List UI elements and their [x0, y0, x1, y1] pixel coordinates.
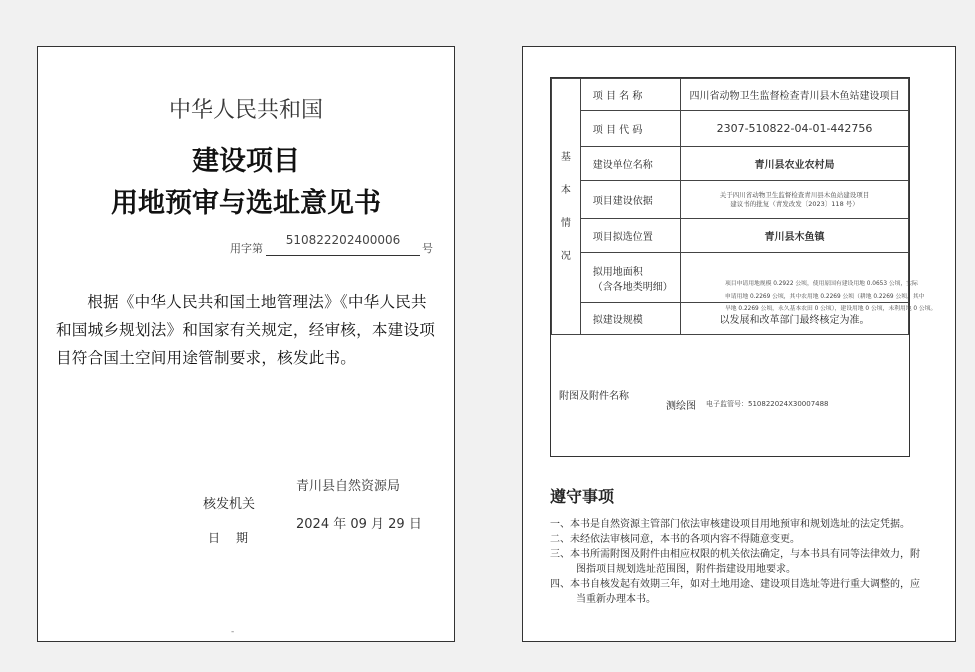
- builder-label: 建设单位名称: [580, 147, 680, 181]
- basic-info-box: [550, 77, 937, 457]
- scale-value: 以发展和改革部门最终核定为准。: [681, 303, 909, 335]
- scale-label: 拟建设规模: [580, 303, 680, 335]
- area-label: 拟用地面积 （含各地类明细）: [580, 253, 680, 303]
- project-name-label: 项 目 名 称: [580, 79, 680, 111]
- project-name-value: 四川省动物卫生监督检查青川县木鱼站建设项目: [681, 79, 909, 111]
- issue-date-label: 日 期: [208, 531, 251, 545]
- attachments-supervision-code: 电子监管号：510822024X30007488: [706, 400, 829, 408]
- location-label: 项目拟选位置: [580, 219, 680, 253]
- issuer-value: 青川县自然资源局: [296, 479, 401, 494]
- document-title-line1: 建设项目: [192, 146, 300, 177]
- document-title-line2: 用地预审与选址意见书: [111, 188, 381, 219]
- number-suffix: 号: [422, 242, 433, 255]
- note-item: 三、本书所需附图及附件由相应权限的机关依法确定，与本书具有同等法律效力，附图指项目规划选址范围图，附件指建设用地要求。: [550, 549, 920, 575]
- note-item: 二、未经依法审核同意，本书的各项内容不得随意变更。: [550, 534, 800, 545]
- basis-label: 项目建设依据: [580, 181, 680, 219]
- notes-list: [550, 517, 920, 607]
- number-underline: [266, 255, 420, 256]
- number-prefix: 用字第: [230, 242, 263, 255]
- certificate-cover-page: [37, 46, 455, 642]
- builder-value: 青川县农业农村局: [681, 147, 909, 181]
- project-code-value: 2307-510822-04-01-442756: [681, 111, 909, 147]
- issue-date-value: 2024 年 09 月 29 日: [296, 517, 422, 532]
- approval-statement: 根据《中华人民共和国土地管理法》《中华人民共和国城乡规划法》和国家有关规定，经审核，本建设项目符合国土空间用途管制要求，核发此书。: [56, 293, 436, 367]
- attachments-value: 测绘图: [666, 401, 696, 412]
- area-value-text: 项目申请用地规模 0.2922 公顷，使用原国有建设用地 0.0653 公顷，实际 申请用地 0.2269 公顷，其中农用地 0.2269 公顷（耕地 0.2269 公顷，其中 旱地 0.2269 公顷，永久基本农田 0 公顷），建设用地 0 公顷，未利用地 0 公顷。: [725, 281, 937, 312]
- attachments-label: 附图及附件名称: [559, 391, 629, 402]
- note-item: 四、本书自核发起有效期三年，如对土地用途、建设项目选址等进行重大调整的，应当重新办理本书。: [550, 579, 920, 605]
- certificate-details-page: [522, 46, 956, 642]
- basis-value: 关于四川省动物卫生监督检查青川县木鱼站建设项目 建议书的批复（青发改发〔2023〕118 号）: [681, 181, 909, 219]
- issuer-label: 核发机关: [203, 497, 256, 512]
- footer-mark: -: [231, 627, 235, 637]
- notes-title: 遵守事项: [550, 487, 615, 506]
- project-code-label: 项 目 代 码: [580, 111, 680, 147]
- country-heading: 中华人民共和国: [168, 98, 323, 123]
- certificate-number: 510822202400006: [285, 233, 401, 247]
- basic-info-side-label: 基 本 情 况: [552, 79, 581, 335]
- location-value: 青川县木鱼镇: [681, 219, 909, 253]
- note-item: 一、本书是自然资源主管部门依法审核建设项目用地预审和规划选址的法定凭据。: [550, 519, 910, 530]
